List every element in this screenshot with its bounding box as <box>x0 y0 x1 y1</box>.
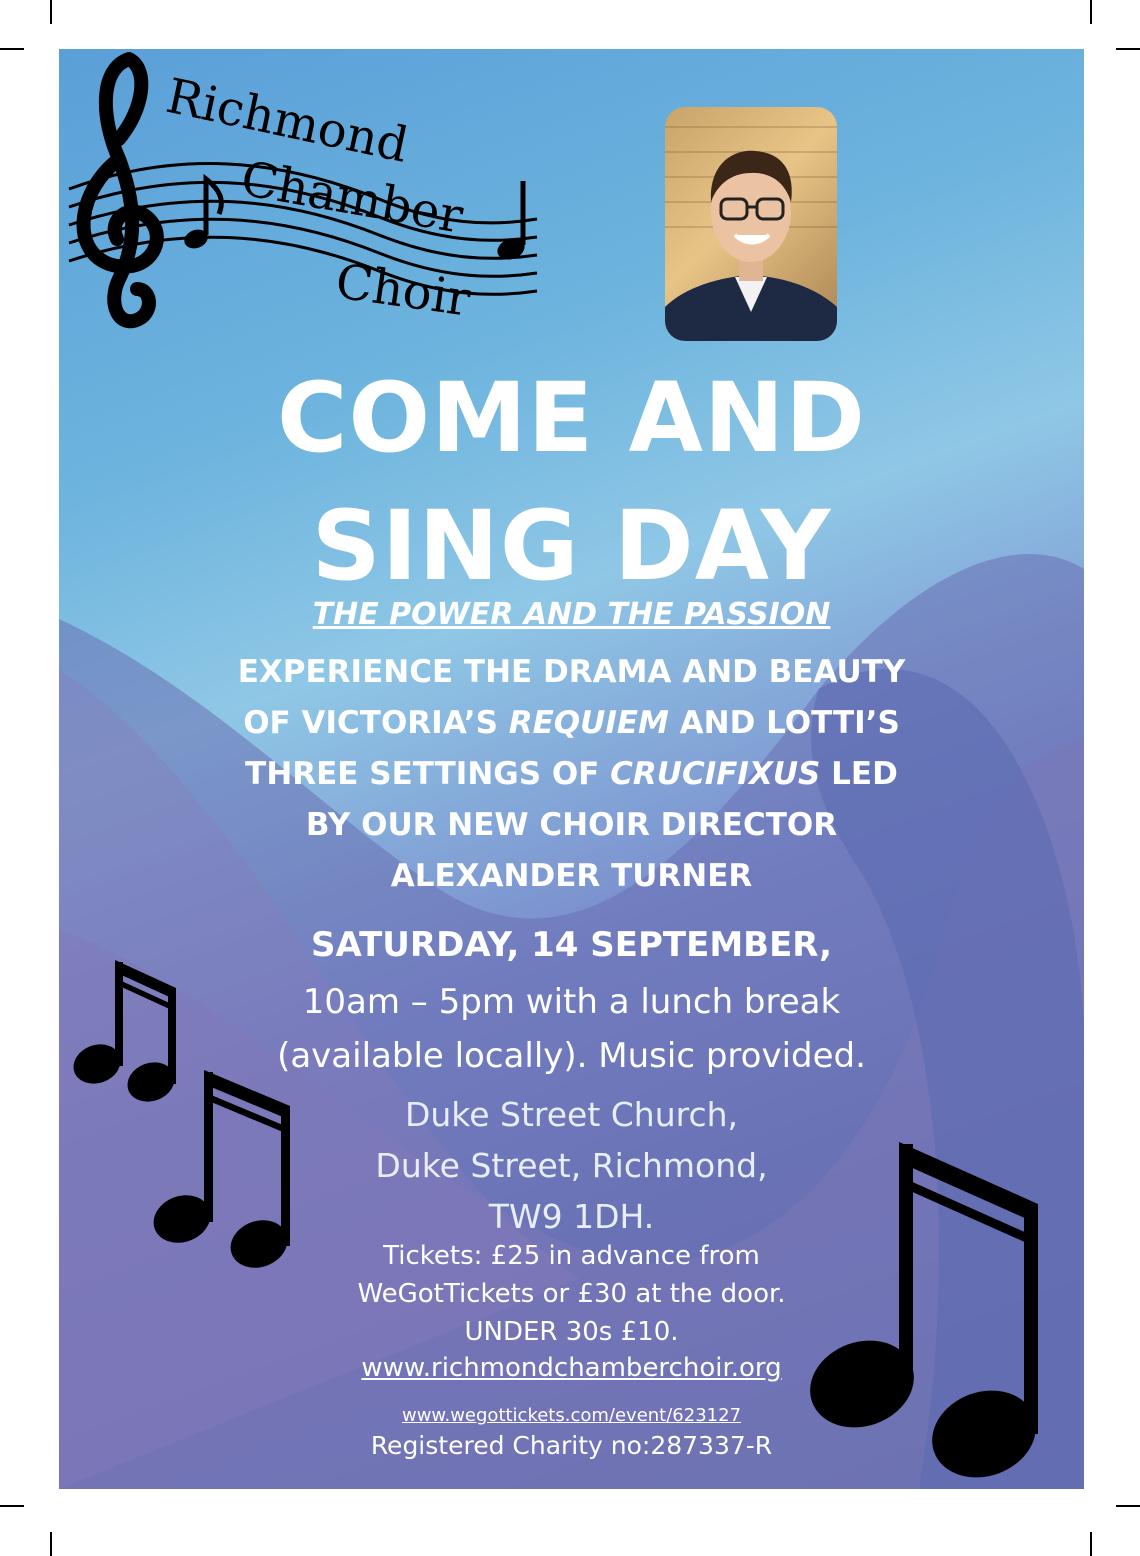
crop-mark <box>1116 48 1140 50</box>
headline <box>59 354 1084 610</box>
director-photo <box>665 107 837 341</box>
poster <box>59 49 1084 1489</box>
logo-line-3: Choir <box>332 253 474 328</box>
headline-line-2: SING DAY <box>311 490 832 602</box>
crop-mark <box>1090 1532 1092 1556</box>
desc-text: OF VICTORIA’S <box>243 705 509 741</box>
choir-website-link[interactable]: www.richmondchamberchoir.org <box>361 1353 782 1383</box>
logo-line-2: Chamber <box>236 150 468 245</box>
treble-clef-icon <box>84 59 157 321</box>
subtitle: THE POWER AND THE PASSION <box>312 597 831 632</box>
description <box>59 647 1084 902</box>
event-time: 10am – 5pm with a lunch break <box>302 982 841 1022</box>
tickets-line-2: WeGotTickets or £30 at the door. <box>357 1279 786 1309</box>
description-line-2 <box>59 698 1084 749</box>
desc-text: LED <box>820 756 898 792</box>
desc-work-title: REQUIEM <box>508 705 669 741</box>
description-line-5: ALEXANDER TURNER <box>390 858 753 894</box>
venue-line-3: TW9 1DH. <box>488 1197 655 1236</box>
eighth-note-icon <box>182 179 222 252</box>
beamed-notes-icon <box>69 954 309 1284</box>
venue-line-2: Duke Street, Richmond, <box>375 1146 768 1185</box>
event-note: (available locally). Music provided. <box>277 1036 866 1076</box>
tickets-line-3: UNDER 30s £10. <box>464 1317 679 1347</box>
desc-text: THREE SETTINGS OF <box>245 756 611 792</box>
crop-mark <box>0 48 24 50</box>
crop-mark <box>0 1505 24 1507</box>
desc-work-title: CRUCIFIXUS <box>610 756 821 792</box>
event-date: SATURDAY, 14 SEPTEMBER, <box>310 925 833 965</box>
crop-mark <box>1090 0 1092 24</box>
desc-text: AND LOTTI’S <box>668 705 900 741</box>
description-line-4: BY OUR NEW CHOIR DIRECTOR <box>305 807 838 843</box>
tickets-website-link[interactable]: www.wegottickets.com/event/623127 <box>401 1405 742 1426</box>
tickets-line-1: Tickets: £25 in advance from <box>383 1241 760 1271</box>
logo-line-1: Richmond <box>161 67 414 174</box>
venue-line-1: Duke Street Church, <box>404 1095 739 1134</box>
crop-mark <box>50 0 52 24</box>
description-line-1: EXPERIENCE THE DRAMA AND BEAUTY <box>237 654 906 690</box>
headline-line-1: COME AND <box>277 362 866 474</box>
crop-mark <box>50 1532 52 1556</box>
choir-logo <box>59 49 559 349</box>
large-beamed-notes-icon <box>804 1134 1064 1484</box>
description-line-3 <box>59 749 1084 800</box>
crop-mark <box>1116 1505 1140 1507</box>
charity-number: Registered Charity no:287337-R <box>370 1431 773 1460</box>
